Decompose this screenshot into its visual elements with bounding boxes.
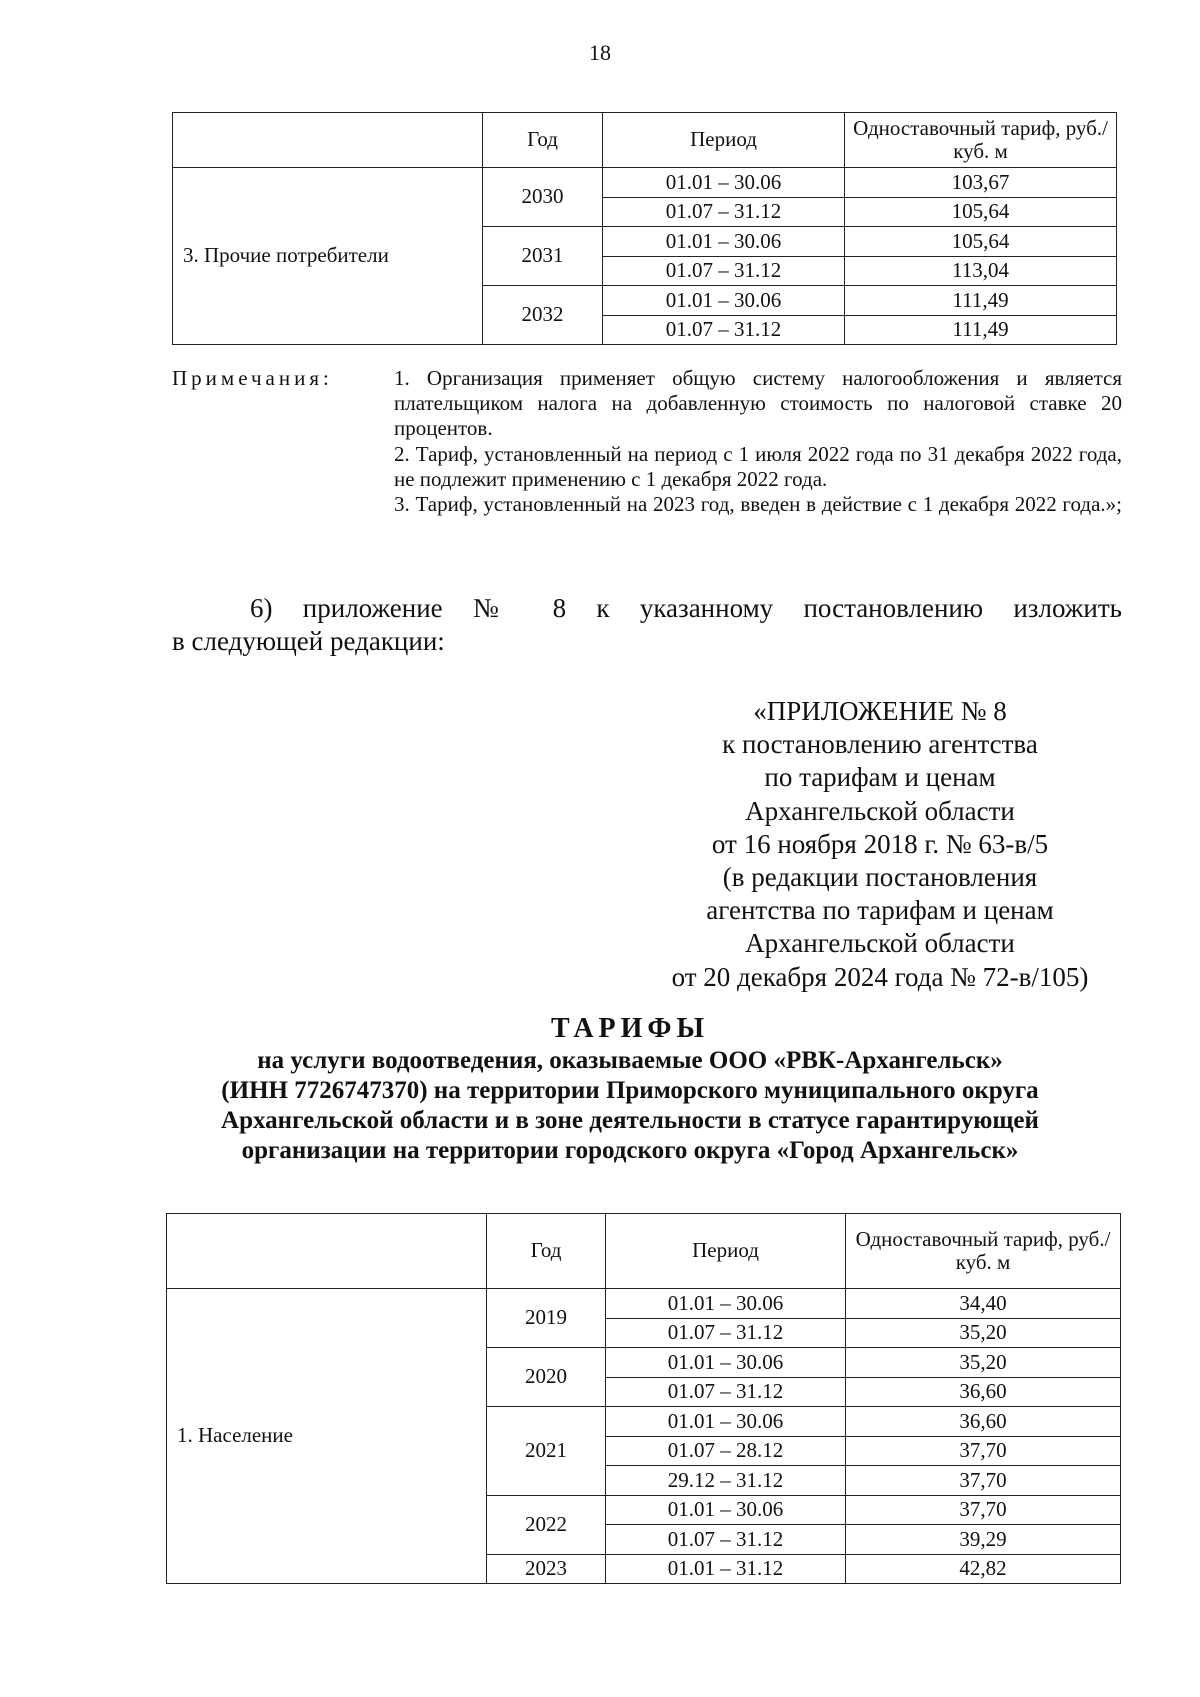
year-cell: 2020 [487,1348,606,1407]
tariff-cell: 105,64 [845,227,1117,257]
appendix-line: от 20 декабря 2024 года № 72-в/105) [671,961,1089,992]
year-cell: 2030 [483,168,603,227]
notes-body [394,366,1122,517]
year-cell: 2019 [487,1289,606,1348]
appendix-line: Архангельской области [745,928,1015,959]
table-header-cell: Одноставочный тариф, руб./куб. м [846,1214,1121,1289]
tariff-cell: 111,49 [845,286,1117,316]
period-cell: 01.07 – 31.12 [603,256,845,286]
title-line: организации на территории городского округа «Город Архангельск» [241,1136,1019,1164]
tariff-cell: 113,04 [845,256,1117,286]
paragraph-6 [172,592,1122,658]
period-cell: 01.01 – 30.06 [603,168,845,198]
tariff-cell: 37,70 [846,1495,1121,1525]
year-cell: 2031 [483,227,603,286]
year-cell: 2032 [483,286,603,345]
period-cell: 01.01 – 31.12 [606,1554,846,1584]
period-cell: 01.01 – 30.06 [603,227,845,257]
year-cell: 2022 [487,1495,606,1554]
consumer-category-cell: 3. Прочие потребители [173,168,483,345]
notes-label: Примечания: [172,366,333,390]
appendix-line: (в редакции постановления [722,862,1038,893]
period-cell: 01.07 – 31.12 [606,1377,846,1407]
year-cell: 2023 [487,1554,606,1584]
table-header-cell: Год [487,1214,606,1289]
period-cell: 29.12 – 31.12 [606,1466,846,1496]
period-cell: 01.07 – 31.12 [606,1318,846,1348]
table-header-cell [167,1214,487,1289]
title-main: ТАРИФЫ [551,1013,709,1044]
tariff-cell: 37,70 [846,1466,1121,1496]
page-number: 18 [589,40,611,65]
period-cell: 01.01 – 30.06 [606,1407,846,1437]
tariff-cell: 34,40 [846,1289,1121,1319]
tariff-cell: 37,70 [846,1436,1121,1466]
paragraph-6-line2: в следующей редакции: [172,625,445,656]
appendix-line: «ПРИЛОЖЕНИЕ № 8 [753,696,1007,726]
period-cell: 01.01 – 30.06 [606,1348,846,1378]
tariff-table-population [166,1213,1121,1584]
period-cell: 01.07 – 31.12 [603,315,845,345]
paragraph-6-line1: 6) приложение № 8 к указанному постановлению изложить [250,593,1122,623]
tariff-table-other-consumers [172,112,1117,345]
document-title [150,1012,1110,1166]
note-item: 1. Организация применяет общую систему налогообложения и является плательщиком налога на добавленную стоимость по налоговой ставке 20 процентов. [394,366,1122,441]
tariff-cell: 105,64 [845,197,1117,227]
table-header-cell: Период [606,1214,846,1289]
title-line: Архангельской области и в зоне деятельности в статусе гарантирующей [221,1106,1039,1134]
table-header-cell: Одноставочный тариф, руб./куб. м [845,113,1117,168]
table-row [173,168,1117,198]
appendix-header [620,695,1140,994]
period-cell: 01.01 – 30.06 [606,1495,846,1525]
title-line: (ИНН 7726747370) на территории Приморского муниципального округа [221,1076,1039,1104]
period-cell: 01.07 – 31.12 [603,197,845,227]
appendix-line: Архангельской области [745,795,1015,826]
tariff-cell: 39,29 [846,1525,1121,1555]
tariff-cell: 36,60 [846,1377,1121,1407]
tariff-cell: 36,60 [846,1407,1121,1437]
tariff-cell: 111,49 [845,315,1117,345]
period-cell: 01.07 – 28.12 [606,1436,846,1466]
note-item: 2. Тариф, установленный на период с 1 июля 2022 года по 31 декабря 2022 года, не подлежит применению с 1 декабря 2022 года. [394,441,1122,491]
table-header-row [167,1214,1121,1289]
tariff-cell: 35,20 [846,1318,1121,1348]
appendix-line: от 16 ноября 2018 г. № 63-в/5 [711,828,1049,859]
consumer-category-cell: 1. Население [167,1289,487,1584]
table-row [167,1289,1121,1319]
title-line: на услуги водоотведения, оказываемые ООО «РВК-Архангельск» [257,1046,1003,1074]
appendix-line: по тарифам и ценам [764,762,996,793]
tariff-cell: 35,20 [846,1348,1121,1378]
note-item: 3. Тариф, установленный на 2023 год, введен в действие с 1 декабря 2022 года.»; [394,491,1122,516]
year-cell: 2021 [487,1407,606,1496]
table-header-cell: Год [483,113,603,168]
period-cell: 01.07 – 31.12 [606,1525,846,1555]
table-header-cell [173,113,483,168]
tariff-cell: 42,82 [846,1554,1121,1584]
appendix-line: агентства по тарифам и ценам [706,895,1054,926]
appendix-line: к постановлению агентства [722,729,1038,760]
tariff-cell: 103,67 [845,168,1117,198]
period-cell: 01.01 – 30.06 [603,286,845,316]
period-cell: 01.01 – 30.06 [606,1289,846,1319]
table-header-cell: Период [603,113,845,168]
table-header-row [173,113,1117,168]
